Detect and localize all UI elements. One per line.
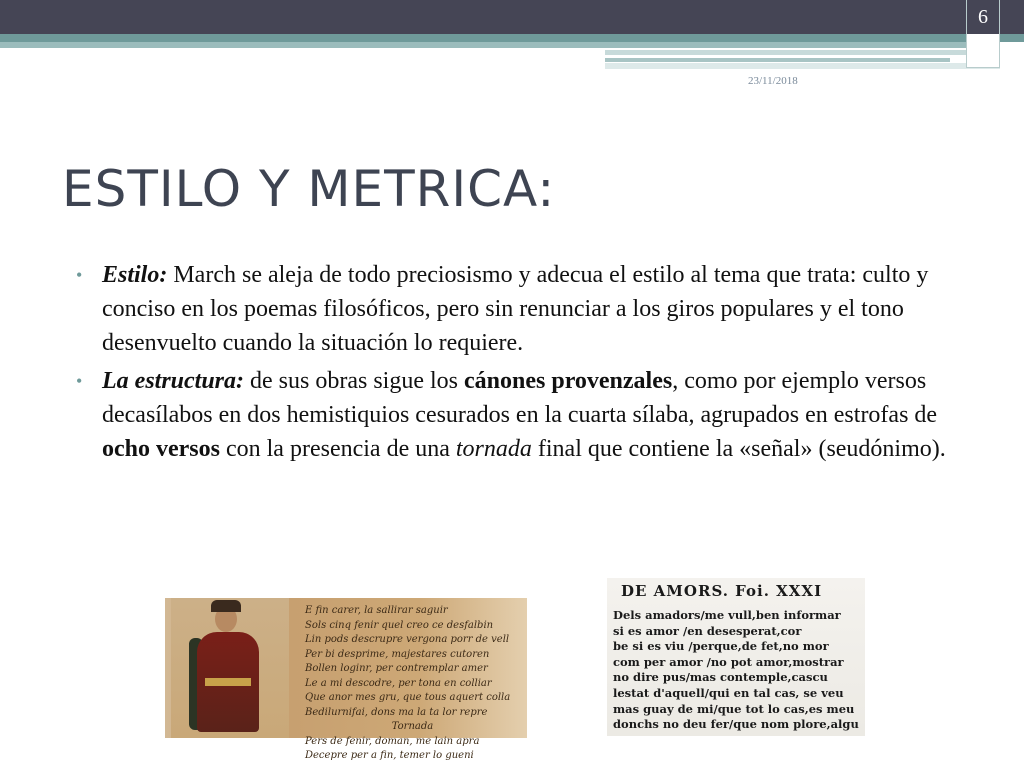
printed-line: be si es viu /perque,de fet,no mor bbox=[613, 639, 829, 654]
printed-line: donchs no deu fer/que nom plore,algu bbox=[613, 717, 859, 732]
manuscript-line: Per bi desprime, majestares cutoren bbox=[305, 648, 490, 660]
bullet-emphasis: ocho versos bbox=[102, 436, 220, 462]
manuscript-text bbox=[305, 604, 520, 764]
printed-line: mas guay de mi/que tot lo cas,es meu bbox=[613, 701, 855, 716]
portrait-figure bbox=[171, 598, 289, 738]
bullet-emphasis: cánones provenzales bbox=[464, 368, 673, 394]
manuscript-line: Tornada bbox=[391, 721, 434, 732]
manuscript-line: Le a mi descodre, per tona en colliar bbox=[305, 677, 492, 689]
header-stripe bbox=[605, 50, 1000, 55]
manuscript-line: Decepre per a fin, temer lo gueni bbox=[305, 750, 474, 761]
manuscript-line: Que anor mes gru, que tous aquert colla bbox=[305, 692, 511, 703]
bullet-label: La estructura: bbox=[102, 368, 245, 394]
printed-line: Dels amadors/me vull,ben informar bbox=[613, 608, 841, 622]
printed-line: si es amor /en desesperat,cor bbox=[613, 623, 802, 638]
bullet-text: final que contiene la «señal» (seudónimo). bbox=[531, 436, 946, 462]
printed-page-text bbox=[613, 608, 865, 733]
bullet-text: , como por ejemplo versos decasílabos en dos hemistiquios cesurados en la cuarta sílaba, agrupados en estrofas de bbox=[102, 368, 938, 428]
bullet-dot-icon: • bbox=[76, 265, 83, 285]
printed-line: com per amor /no pot amor,mostrar bbox=[613, 654, 844, 669]
printed-page-heading: DE AMORS. Foi. XXXI bbox=[621, 582, 823, 600]
header-stripe bbox=[0, 42, 1000, 48]
slide-date: 23/11/2018 bbox=[748, 75, 798, 87]
printed-line: no dire pus/mas contemple,cascu bbox=[613, 670, 828, 685]
header-stripe bbox=[605, 58, 950, 62]
bullet-item-estilo bbox=[76, 258, 966, 360]
printed-line: lestat d'aquell/qui en tal cas, se veu bbox=[613, 685, 844, 700]
bullet-item-estructura bbox=[76, 364, 966, 466]
header-bar bbox=[0, 0, 1024, 34]
manuscript-line: Bedilurnifai, dons ma la ta lor repre bbox=[305, 706, 488, 718]
manuscript-line: Lin pods descrupre vergona porr de vell bbox=[305, 634, 510, 645]
bullet-italic: tornada bbox=[455, 436, 532, 462]
header-stripe bbox=[605, 63, 1000, 69]
bullet-text: March se aleja de todo preciosismo y adecua el estilo al tema que trata: culto y conciso en los poemas filosóficos, pero sin renunciar a los giros populares y el tono desenvuelto cuando la situación lo requiere. bbox=[102, 262, 929, 356]
bullet-label: Estilo: bbox=[102, 262, 168, 288]
bullet-text: con la presencia de una bbox=[219, 436, 456, 462]
bullet-dot-icon: • bbox=[76, 371, 83, 391]
bullet-list bbox=[76, 258, 966, 470]
manuscript-image bbox=[165, 598, 527, 761]
manuscript-line: Pers de fenir, doman, me lain apra bbox=[305, 735, 480, 747]
manuscript-line: Bollen loginr, per contremplar amer bbox=[305, 663, 488, 674]
bullet-text: de sus obras sigue los bbox=[244, 368, 464, 394]
slide-number: 6 bbox=[978, 6, 988, 28]
printed-page-image bbox=[607, 578, 865, 736]
header-stripe bbox=[0, 34, 1024, 42]
manuscript-line: Sols cinq fenir quel creo ce desfalbin bbox=[305, 619, 494, 631]
manuscript-line: E fin carer, la sallirar saguir bbox=[305, 605, 448, 616]
slide-title: ESTILO Y METRICA: bbox=[62, 160, 556, 218]
